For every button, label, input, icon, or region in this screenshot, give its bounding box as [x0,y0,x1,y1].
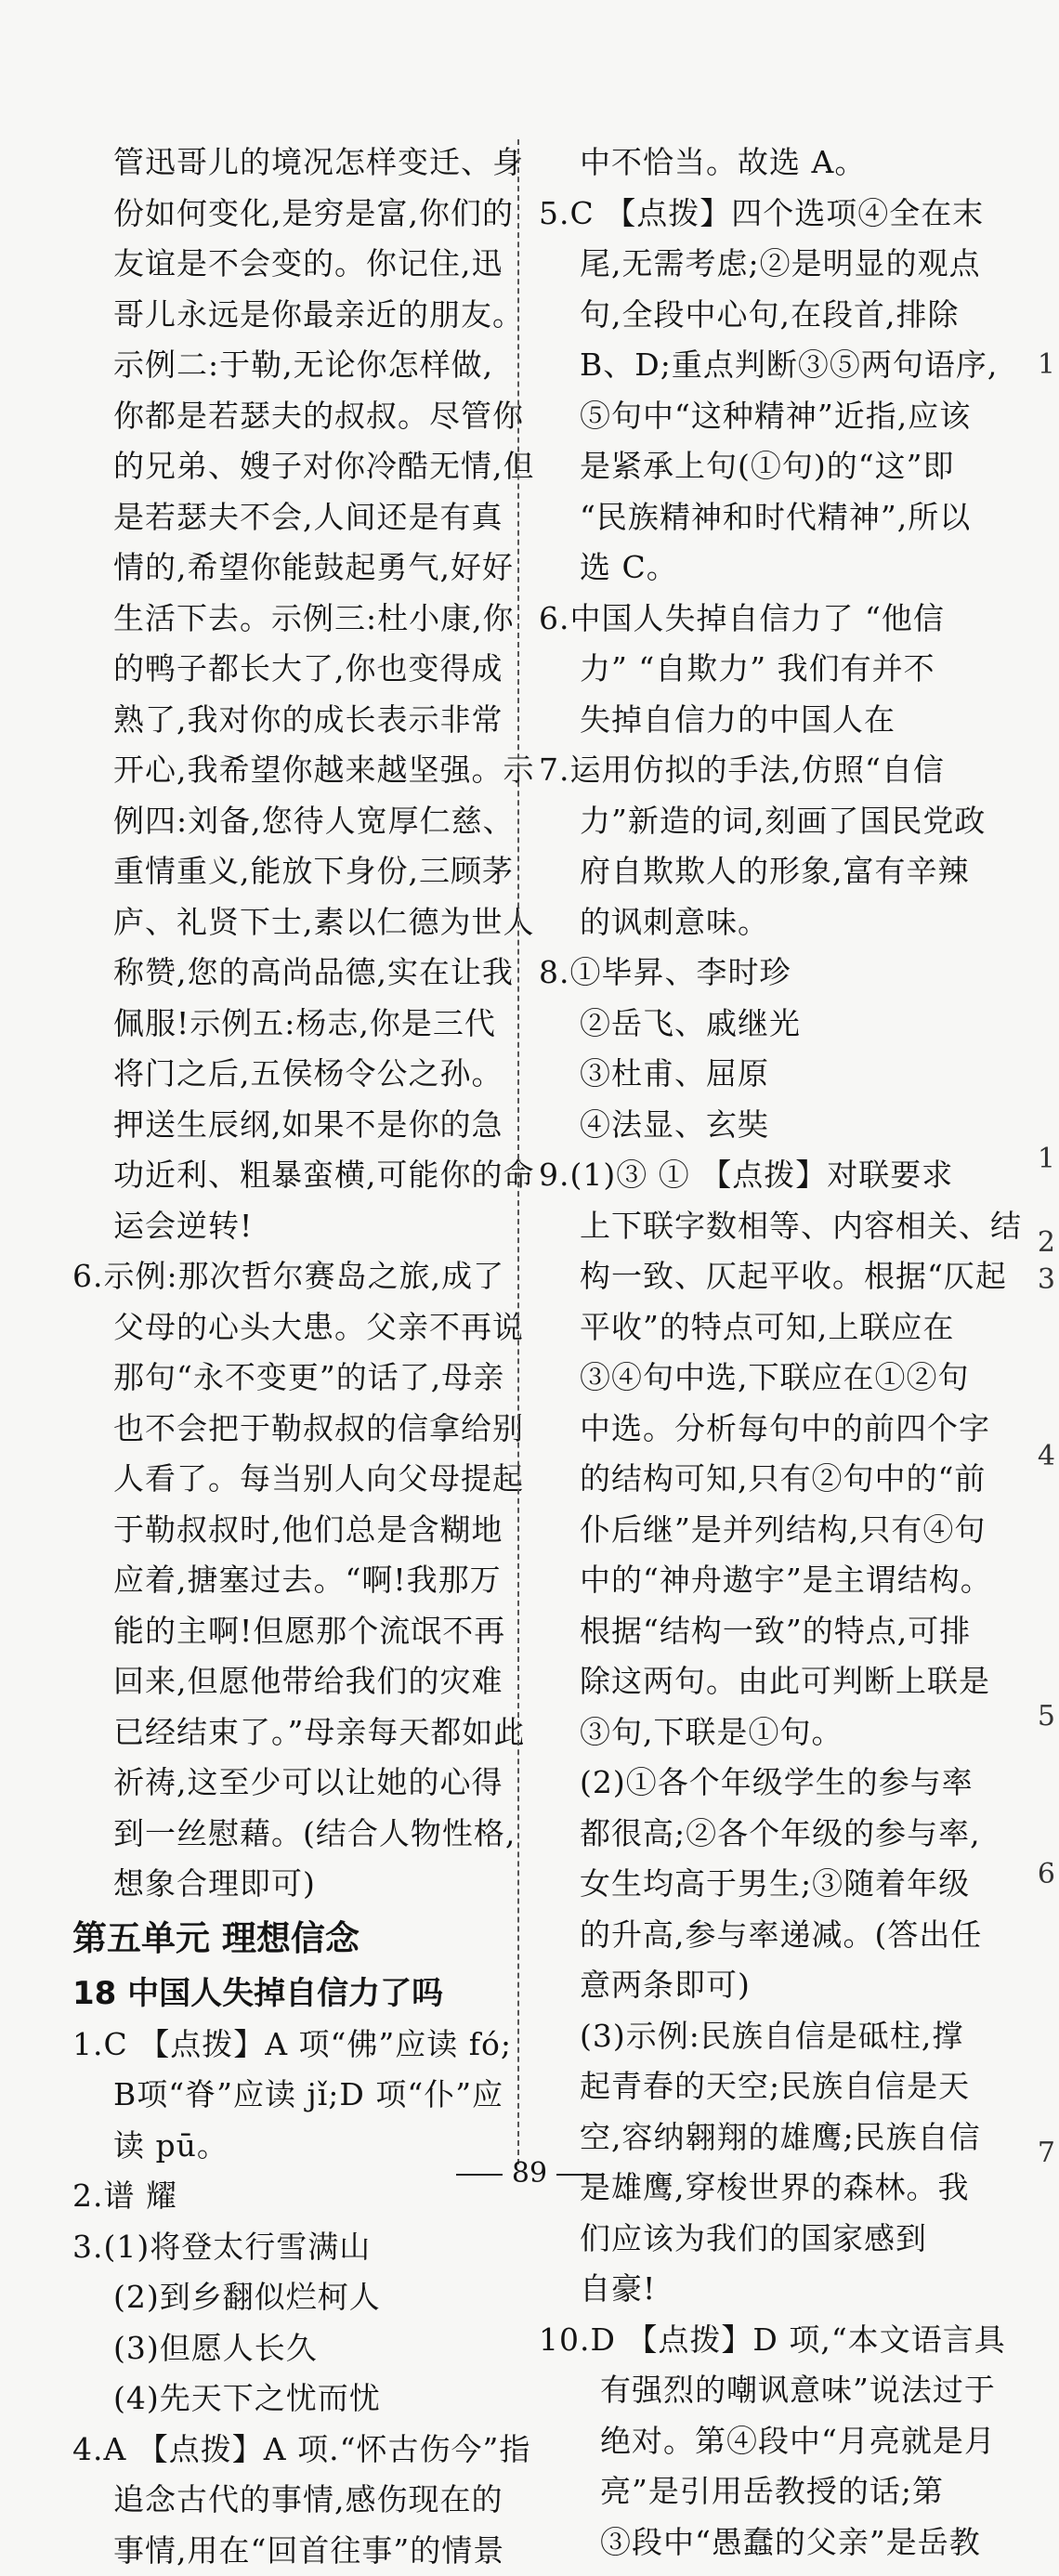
text-line: 构一致、仄起平收。根据“仄起 [539,1251,961,1302]
text-line: 绝对。第④段中“月亮就是月 [539,2416,961,2467]
text-line: 是紧承上句(①句)的“这”即 [539,441,961,492]
text-line: ②岳飞、戚继光 [539,999,961,1050]
text-line: 的升高,参与率递减。(答出任 [539,1910,961,1961]
text-line: 友谊是不会变的。你记住,迅 [72,239,500,290]
text-line: 空,容纳翱翔的雄鹰;民族自信 [539,2112,961,2164]
text-line: 也不会把于勒叔叔的信拿给别 [72,1404,500,1455]
text-line: 选 C。 [539,543,961,594]
text-line: 8.①毕昇、李时珍 [539,948,961,999]
text-line: (2)①各个年级学生的参与率 [539,1758,961,1809]
text-line: 是若瑟夫不会,人间还是有真 [72,492,500,543]
text-line: 管迅哥儿的境况怎样变迁、身 [72,137,500,189]
text-line: 运会逆转! [72,1201,500,1252]
text-line: (3)但愿人长久 [72,2323,500,2374]
text-line: ④法显、玄奘 [539,1100,961,1151]
edge-mark: 1 [1038,348,1055,381]
text-line: 10.D 【点拨】D 项,“本文语言具 [539,2315,961,2366]
text-line: 中的“神舟遨宇”是主谓结构。 [539,1555,961,1606]
text-line: ③段中“愚蠢的父亲”是岳教 [539,2517,961,2569]
text-line: 9.(1)③ ① 【点拨】对联要求 [539,1150,961,1201]
text-line: 读 pū。 [72,2121,500,2172]
edge-mark: 6 [1038,1858,1055,1890]
edge-mark: 7 [1038,2137,1055,2169]
text-line: 哥儿永远是你最亲近的朋友。 [72,290,500,341]
text-line: 6.中国人失掉自信力了 “他信 [539,594,961,645]
edge-mark: 3 [1038,1263,1055,1296]
text-line: 押送生辰纲,如果不是你的急 [72,1100,500,1151]
text-line: ③句,下联是①句。 [539,1707,961,1759]
text-line: 有强烈的嘲讽意味”说法过于 [539,2365,961,2416]
text-line: 佩服!示例五:杨志,你是三代 [72,999,500,1050]
edge-mark: 4 [1038,1440,1055,1472]
text-line: ③④句中选,下联应在①②句 [539,1353,961,1404]
text-line: 除这两句。由此可判断上联是 [539,1656,961,1707]
text-line: 那句“永不变更”的话了,母亲 [72,1353,500,1404]
text-line: 句,全段中心句,在段首,排除 [539,290,961,341]
section-heading: 第五单元 理想信念 [72,1910,500,1968]
text-line: ⑤句中“这种精神”近指,应该 [539,391,961,442]
text-line: ③杜甫、屈原 [539,1049,961,1100]
text-line: 4.A 【点拨】A 项.“怀古伤今”指 [72,2425,500,2476]
text-line: 开心,我希望你越来越坚强。示 [72,745,500,796]
text-line: 尾,无需考虑;②是明显的观点 [539,239,961,290]
text-line: 回来,但愿他带给我们的灾难 [72,1656,500,1707]
text-line: 已经结束了。”母亲每天都如此 [72,1707,500,1759]
text-line: 们应该为我们的国家感到 [539,2214,961,2265]
text-line: 3.(1)将登太行雪满山 [72,2222,500,2273]
text-line: 想象合理即可) [72,1859,500,1910]
text-line: 女生均高于男生;③随着年级 [539,1859,961,1910]
text-line: 应着,搪塞过去。“啊!我那万 [72,1555,500,1606]
page-number-text: 89 [512,2157,547,2190]
text-line: 7.运用仿拟的手法,仿照“自信 [539,745,961,796]
text-line: 熟了,我对你的成长表示非常 [72,695,500,746]
text-line: 根据“结构一致”的特点,可排 [539,1606,961,1657]
text-line: 的兄弟、嫂子对你冷酷无情,但 [72,441,500,492]
text-line: 自豪! [539,2264,961,2315]
edge-mark: 1 [1038,1143,1055,1175]
text-line: 中选。分析每句中的前四个字 [539,1404,961,1455]
text-line: 父母的心头大患。父亲不再说 [72,1302,500,1353]
text-line: 起青春的天空;民族自信是天 [539,2061,961,2112]
text-line: 将门之后,五侯杨令公之孙。 [72,1049,500,1100]
text-line: B项“脊”应读 jǐ;D 项“仆”应 [72,2070,500,2121]
edge-mark: 5 [1038,1700,1055,1733]
left-column [72,137,500,2576]
text-line: 仆后继”是并列结构,只有④句 [539,1505,961,1556]
text-line: 份如何变化,是穷是富,你们的 [72,189,500,240]
text-line: 6.示例:那次哲尔赛岛之旅,成了 [72,1251,500,1302]
text-line: 1.C 【点拨】A 项“佛”应读 fó; [72,2020,500,2071]
text-line: 2.谱 耀 [72,2171,500,2222]
text-line: 示例二:于勒,无论你怎样做, [72,340,500,391]
text-line: 生活下去。示例三:杜小康,你 [72,594,500,645]
text-line: 府自欺欺人的形象,富有辛辣 [539,846,961,897]
text-line: 于勒叔叔时,他们总是含糊地 [72,1505,500,1556]
text-line: 你都是若瑟夫的叔叔。尽管你 [72,391,500,442]
text-line: (4)先天下之忧而忧 [72,2373,500,2425]
text-line: 重情重义,能放下身份,三顾茅 [72,846,500,897]
text-line: 平收”的特点可知,上联应在 [539,1302,961,1353]
text-line: 能的主啊!但愿那个流氓不再 [72,1606,500,1657]
text-line: 是雄鹰,穿梭世界的森林。我 [539,2163,961,2214]
text-line: 称赞,您的高尚品德,实在让我 [72,948,500,999]
text-line: 上下联字数相等、内容相关、结 [539,1201,961,1252]
text-line: B、D;重点判断③⑤两句语序, [539,340,961,391]
text-line: 人看了。每当别人向父母提起 [72,1454,500,1505]
text-line: (2)到乡翻似烂柯人 [72,2272,500,2323]
text-line: 意两条即可) [539,1960,961,2011]
text-line: 事情,用在“回首往事”的情景 [72,2526,500,2576]
text-line: 都很高;②各个年级的参与率, [539,1809,961,1860]
text-line: 力”新造的词,刻画了国民党政 [539,796,961,847]
text-line: (3)示例:民族自信是砥柱,撑 [539,2011,961,2062]
text-line: 例四:刘备,您待人宽厚仁慈、 [72,796,500,847]
column-divider [517,139,519,2164]
text-line: 5.C 【点拨】四个选项④全在末 [539,189,961,240]
text-line: 失掉自信力的中国人在 [539,695,961,746]
text-line: 祈祷,这至少可以让她的心得 [72,1758,500,1809]
text-line: 到一丝慰藉。(结合人物性格, [72,1809,500,1860]
edge-mark: 2 [1038,1226,1055,1259]
right-column [539,137,961,2568]
text-line: “民族精神和时代精神”,所以 [539,492,961,543]
text-line: 的讽刺意味。 [539,897,961,948]
page-number [0,2157,1059,2190]
text-line: 庐、礼贤下士,素以仁德为世人 [72,897,500,948]
text-line: 情的,希望你能鼓起勇气,好好 [72,543,500,594]
text-line: 中不恰当。故选 A。 [539,137,961,189]
text-line: 的鸭子都长大了,你也变得成 [72,644,500,695]
text-line: 功近利、粗暴蛮横,可能你的命 [72,1150,500,1201]
text-line: 力” “自欺力” 我们有并不 [539,644,961,695]
text-line: 亮”是引用岳教授的话;第 [539,2466,961,2517]
section-heading: 18 中国人失掉自信力了吗 [72,1968,500,2020]
text-line: 的结构可知,只有②句中的“前 [539,1454,961,1505]
text-line: 追念古代的事情,感伤现在的 [72,2475,500,2526]
